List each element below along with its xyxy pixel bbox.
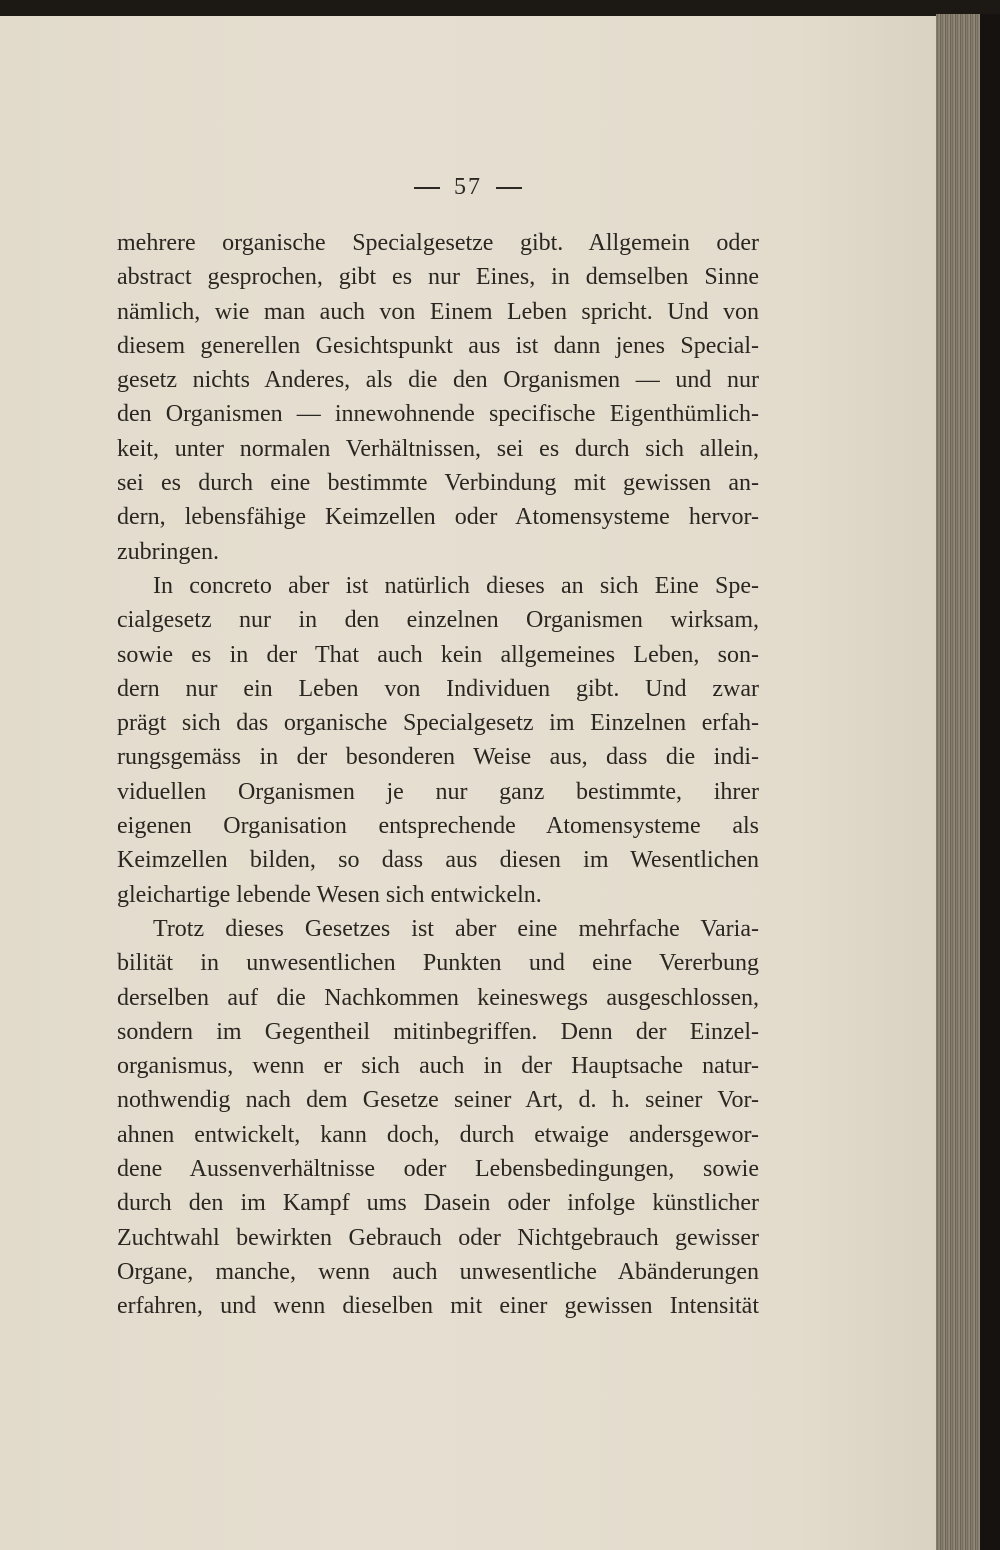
- text-line: viduellen Organismen je nur ganz bestimmte, ihrer: [117, 778, 759, 805]
- text-line: gleichartige lebende Wesen sich entwickeln.: [117, 881, 542, 908]
- text-line: bilität in unwesentlichen Punkten und eine Vererbung: [117, 950, 759, 977]
- text-line: abstract gesprochen, gibt es nur Eines, in demselben Sinne: [117, 264, 759, 291]
- text-line: keit, unter normalen Verhältnissen, sei es durch sich allein,: [117, 435, 759, 462]
- text-line: Zuchtwahl bewirkten Gebrauch oder Nichtgebrauch gewisser: [117, 1224, 759, 1251]
- text-line: In concreto aber ist natürlich dieses an sich Eine Spe-: [153, 572, 759, 599]
- text-line: den Organismen — innewohnende specifische Eigenthümlich-: [117, 401, 759, 428]
- page-number: [0, 174, 936, 201]
- folio-dash-left: [414, 187, 440, 189]
- page-stack-edges: [936, 14, 980, 1550]
- text-line: derselben auf die Nachkommen keineswegs ausgeschlossen,: [117, 984, 759, 1011]
- text-line: Keimzellen bilden, so dass aus diesen im Wesentlichen: [117, 847, 759, 874]
- text-line: erfahren, und wenn dieselben mit einer gewissen Intensität: [117, 1293, 759, 1320]
- text-line: dern, lebensfähige Keimzellen oder Atomensysteme hervor-: [117, 504, 759, 531]
- text-line: sei es durch eine bestimmte Verbindung mit gewissen an-: [117, 470, 759, 497]
- text-line: sondern im Gegentheil mitinbegriffen. Denn der Einzel-: [117, 1018, 759, 1045]
- text-line: organismus, wenn er sich auch in der Hauptsache natur-: [117, 1053, 759, 1080]
- text-line: prägt sich das organische Specialgesetz im Einzelnen erfah-: [117, 710, 759, 737]
- text-line: Trotz dieses Gesetzes ist aber eine mehrfache Varia-: [153, 915, 759, 942]
- text-line: durch den im Kampf ums Dasein oder infolge künstlicher: [117, 1190, 759, 1217]
- text-line: diesem generellen Gesichtspunkt aus ist dann jenes Special-: [117, 332, 759, 359]
- text-line: ahnen entwickelt, kann doch, durch etwaige andersgewor-: [117, 1121, 759, 1148]
- text-line: rungsgemäss in der besonderen Weise aus, dass die indi-: [117, 744, 759, 771]
- text-line: nämlich, wie man auch von Einem Leben spricht. Und von: [117, 298, 759, 325]
- text-line: sowie es in der That auch kein allgemeines Leben, son-: [117, 641, 759, 668]
- text-line: Organe, manche, wenn auch unwesentliche Abänderungen: [117, 1258, 759, 1285]
- text-line: eigenen Organisation entsprechende Atomensysteme als: [117, 813, 759, 840]
- body-text: [117, 226, 759, 1324]
- page-number-text: 57: [454, 174, 482, 200]
- text-line: nothwendig nach dem Gesetze seiner Art, d. h. seiner Vor-: [117, 1087, 759, 1114]
- text-line: dene Aussenverhältnisse oder Lebensbedingungen, sowie: [117, 1156, 759, 1183]
- text-line: gesetz nichts Anderes, als die den Organismen — und nur: [117, 367, 759, 394]
- folio-dash-right: [496, 187, 522, 189]
- paper-page: [0, 16, 936, 1550]
- text-line: zubringen.: [117, 538, 219, 565]
- text-line: cialgesetz nur in den einzelnen Organismen wirksam,: [117, 607, 759, 634]
- text-line: mehrere organische Specialgesetze gibt. Allgemein oder: [117, 230, 759, 256]
- text-line: dern nur ein Leben von Individuen gibt. Und zwar: [117, 675, 759, 702]
